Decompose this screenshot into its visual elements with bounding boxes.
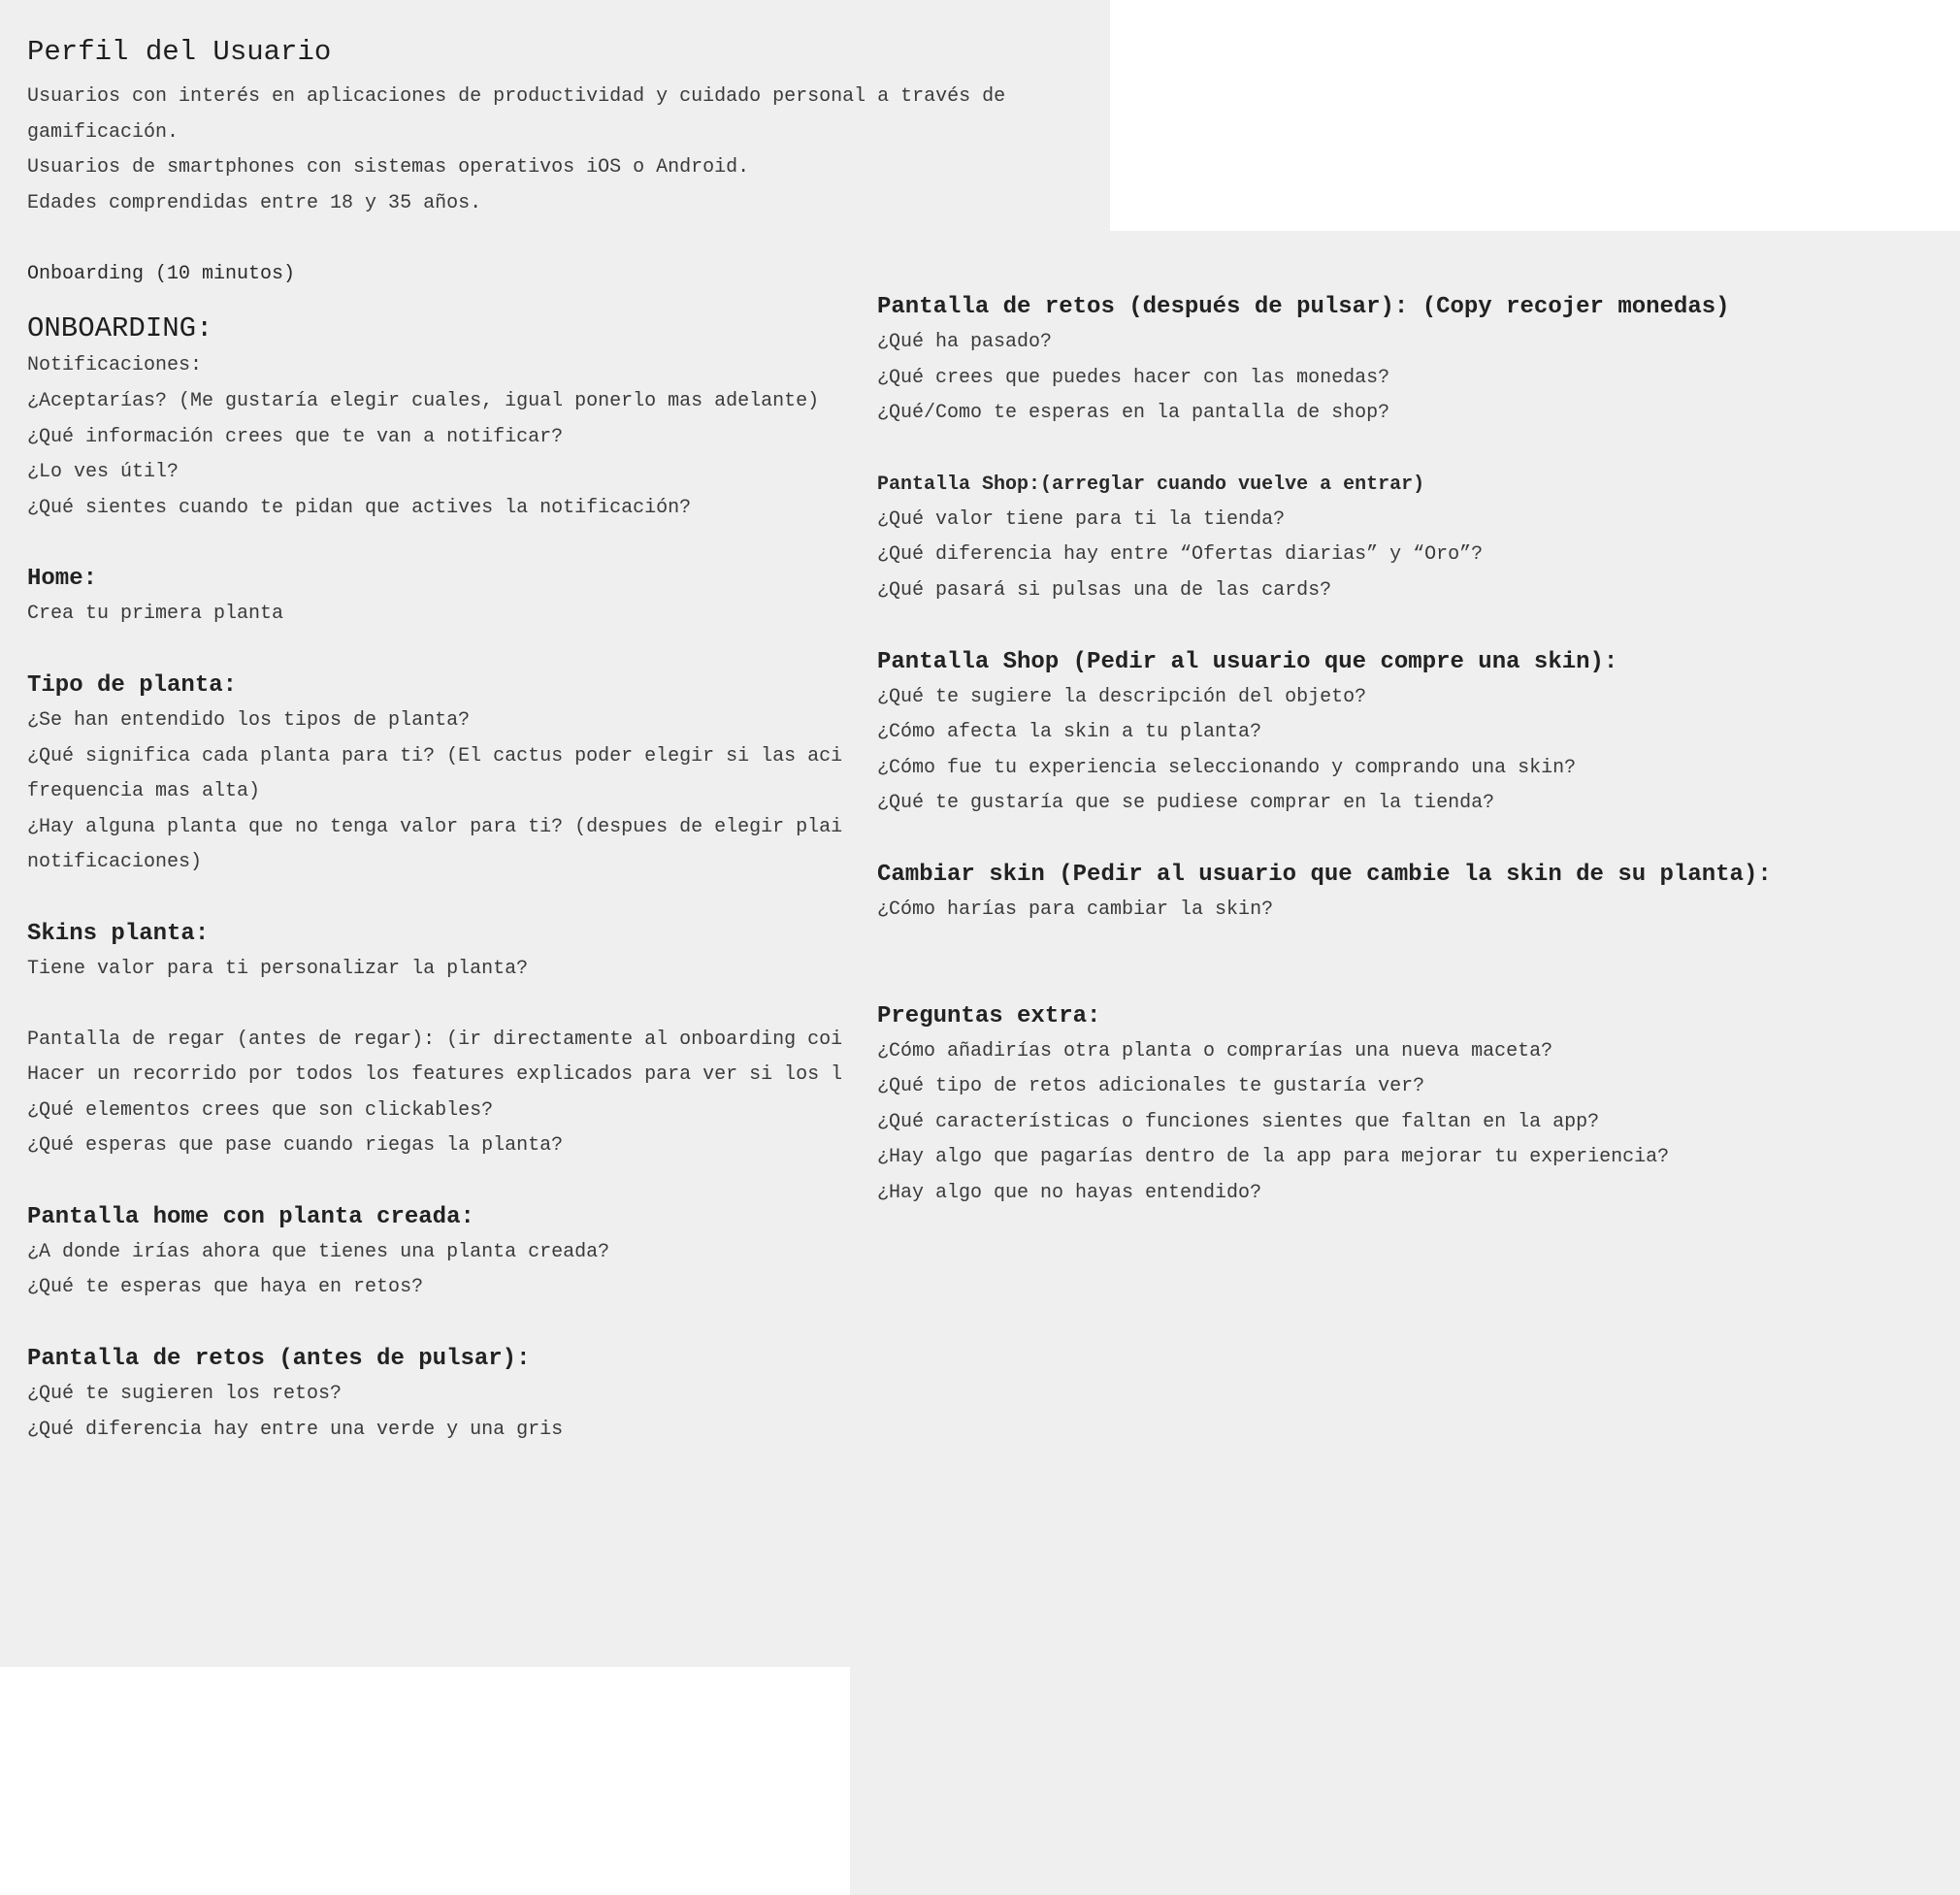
water-line: Hacer un recorrido por todos los features explicados para ver si los l [27,1063,843,1087]
profile-line: Usuarios de smartphones con sistemas operativos iOS o Android. [27,156,750,180]
skins-heading: Skins planta: [27,920,210,947]
shop-fix-heading: Pantalla Shop:(arreglar cuando vuelve a entrar) [877,473,1425,496]
question-line: ¿Qué te esperas que haya en retos? [27,1276,424,1299]
question-line: ¿Qué sientes cuando te pidan que actives la notificación? [27,496,692,519]
extra-heading: Preguntas extra: [877,1002,1101,1029]
challenges-before-heading: Pantalla de retos (antes de pulsar): [27,1346,531,1373]
question-line: ¿Qué crees que puedes hacer con las monedas? [877,366,1390,389]
onboarding-heading: ONBOARDING: [27,312,213,345]
question-line: ¿Qué información crees que te van a notificar? [27,425,564,448]
question-line: Tiene valor para ti personalizar la planta? [27,957,529,980]
profile-line: Usuarios con interés en aplicaciones de productividad y cuidado personal a través de [27,85,1006,108]
plant-type-heading: Tipo de planta: [27,671,238,699]
profile-title: Perfil del Usuario [27,36,332,68]
home-line: Crea tu primera planta [27,603,284,626]
question-line: ¿Qué esperas que pase cuando riegas la planta? [27,1134,564,1158]
question-line: ¿Cómo añadirías otra planta o comprarías una nueva maceta? [877,1039,1553,1062]
question-line: ¿Qué te gustaría que se pudiese comprar en la tienda? [877,792,1495,815]
question-line: ¿Qué tipo de retos adicionales te gustaría ver? [877,1075,1425,1098]
question-line: ¿Qué características o funciones sientes que faltan en la app? [877,1110,1600,1133]
question-line: ¿Qué ha pasado? [877,331,1053,353]
question-line: ¿Qué/Como te esperas en la pantalla de shop? [877,402,1390,425]
question-line: ¿Qué elementos crees que son clickables? [27,1098,494,1122]
home-created-heading: Pantalla home con planta creada: [27,1203,474,1230]
question-line: ¿Cómo fue tu experiencia seleccionando y comprando una skin? [877,756,1577,779]
question-line: ¿Qué diferencia hay entre “Ofertas diarias” y “Oro”? [877,543,1484,567]
question-line: ¿Qué significa cada planta para ti? (El cactus poder elegir si las aci [27,744,843,768]
question-line: ¿Hay alguna planta que no tenga valor para ti? (despues de elegir plai [27,815,843,838]
question-line: ¿Cómo afecta la skin a tu planta? [877,721,1262,744]
question-line: ¿A donde irías ahora que tienes una planta creada? [27,1240,610,1263]
question-line: ¿Se han entendido los tipos de planta? [27,708,471,732]
question-line: notificaciones) [27,851,203,874]
question-line: frequencia mas alta) [27,780,261,803]
home-heading: Home: [27,566,98,593]
shop-buy-heading: Pantalla Shop (Pedir al usuario que compre una skin): [877,648,1618,675]
question-line: ¿Qué te sugiere la descripción del objeto? [877,685,1367,708]
question-line: ¿Qué pasará si pulsas una de las cards? [877,578,1332,602]
question-line: ¿Qué te sugieren los retos? [27,1383,343,1406]
question-line: ¿Cómo harías para cambiar la skin? [877,898,1274,921]
change-skin-heading: Cambiar skin (Pedir al usuario que cambie la skin de su planta): [877,861,1772,888]
question-line: ¿Lo ves útil? [27,461,180,484]
onboarding-time: Onboarding (10 minutos) [27,263,296,286]
question-line: ¿Hay algo que pagarías dentro de la app para mejorar tu experiencia? [877,1146,1670,1169]
onboarding-intro: Notificaciones: [27,354,203,377]
right-document-panel [850,231,1960,1895]
profile-line: Edades comprendidas entre 18 y 35 años. [27,191,482,214]
question-line: ¿Aceptarías? (Me gustaría elegir cuales, igual ponerlo mas adelante) [27,389,820,412]
question-line: ¿Hay algo que no hayas entendido? [877,1181,1262,1204]
question-line: ¿Qué diferencia hay entre una verde y una gris [27,1418,564,1441]
profile-line: gamificación. [27,120,180,144]
water-line: Pantalla de regar (antes de regar): (ir directamente al onboarding coi [27,1028,843,1051]
challenges-after-heading: Pantalla de retos (después de pulsar): (Copy recojer monedas) [877,294,1730,320]
question-line: ¿Qué valor tiene para ti la tienda? [877,507,1286,531]
